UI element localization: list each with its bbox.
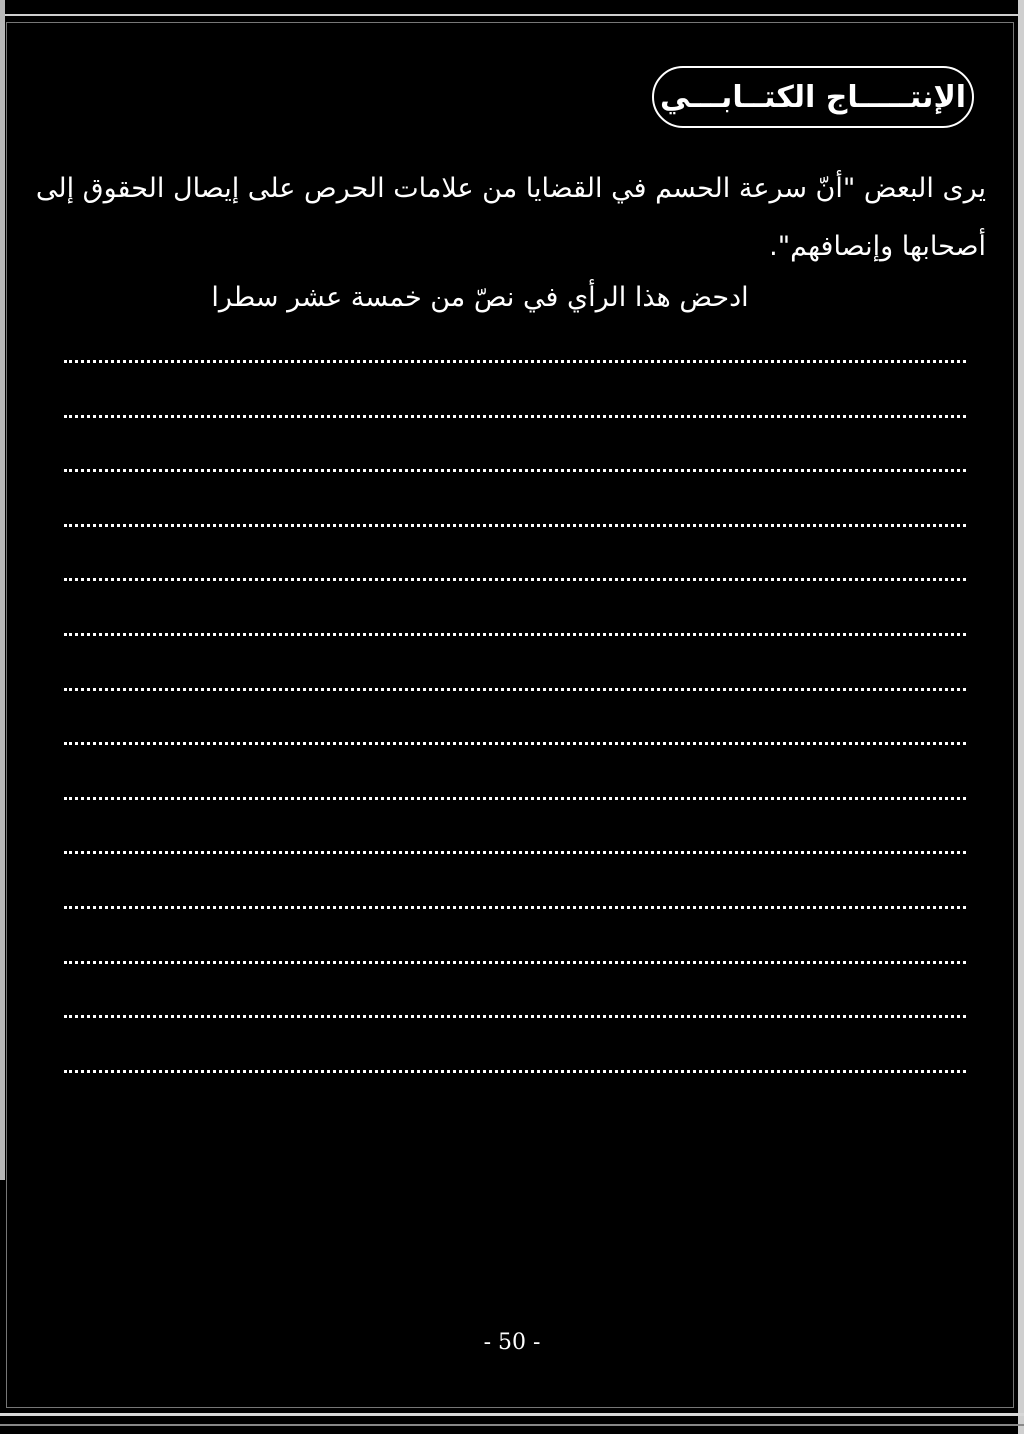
answer-line[interactable] xyxy=(64,633,966,636)
quote-line-2: أصحابها وإنصافهم". xyxy=(769,231,986,262)
answer-line[interactable] xyxy=(64,1015,966,1018)
answer-line[interactable] xyxy=(64,524,966,527)
answer-line[interactable] xyxy=(64,851,966,854)
page-edge-top xyxy=(0,14,1024,16)
answer-line[interactable] xyxy=(64,961,966,964)
answer-line[interactable] xyxy=(64,906,966,909)
section-title-badge xyxy=(652,66,974,128)
answer-line[interactable] xyxy=(64,742,966,745)
section-title: الإنتـــــاج الكتــابـــي xyxy=(659,79,967,115)
page-number: - 50 - xyxy=(483,1330,541,1355)
answer-line[interactable] xyxy=(64,578,966,581)
answer-line[interactable] xyxy=(64,688,966,691)
quote-paragraph xyxy=(35,160,986,276)
answer-line[interactable] xyxy=(64,797,966,800)
answer-line[interactable] xyxy=(64,360,966,363)
answer-line[interactable] xyxy=(64,1070,966,1073)
page-edge-left xyxy=(0,0,5,1180)
page-edge-bottom-inner xyxy=(0,1424,1024,1426)
answer-line[interactable] xyxy=(64,415,966,418)
answer-line[interactable] xyxy=(64,469,966,472)
quote-line-1: يرى البعض "أنّ سرعة الحسم في القضايا من علامات الحرص على إيصال الحقوق إلى xyxy=(35,173,986,204)
writing-instruction: ادحض هذا الرأي في نصّ من خمسة عشر سطرا xyxy=(211,282,749,313)
page-edge-right xyxy=(1018,0,1024,1434)
page-edge-bottom xyxy=(0,1413,1024,1416)
